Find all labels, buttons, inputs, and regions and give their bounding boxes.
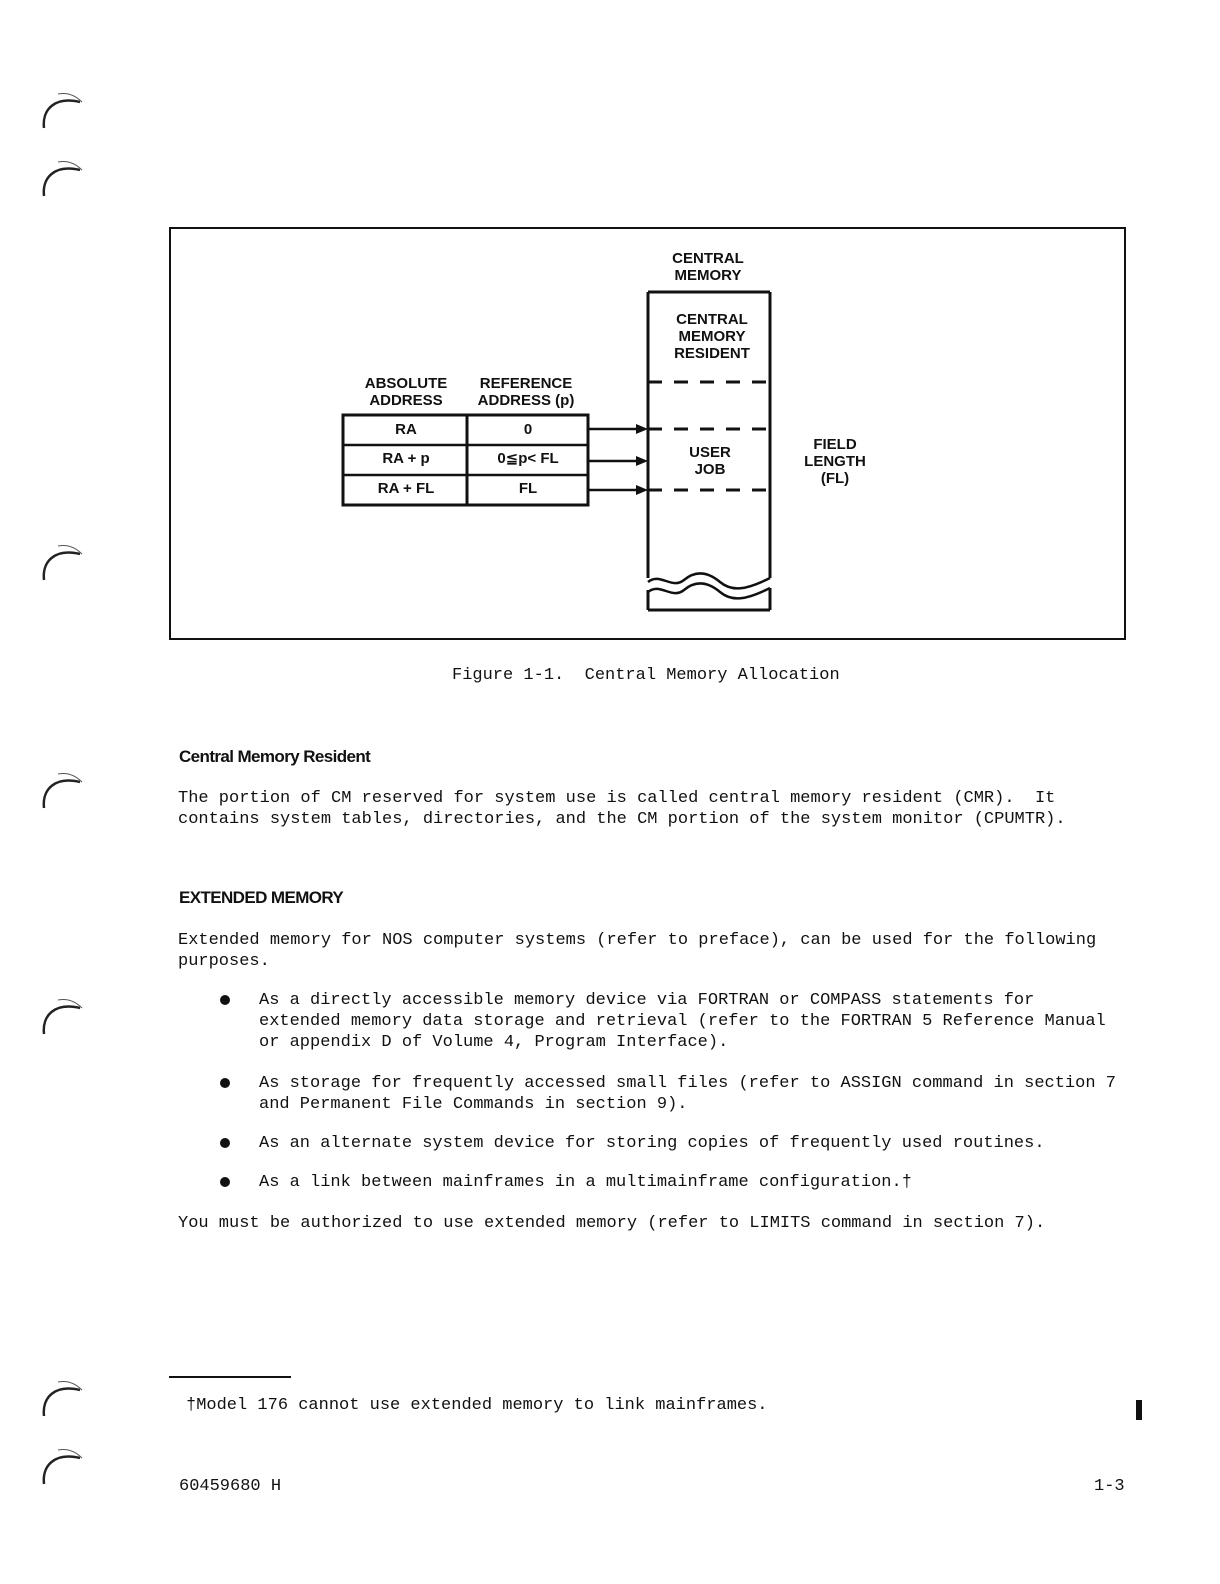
arrow-rafl-head	[636, 485, 648, 495]
binder-hole-icon	[38, 994, 86, 1042]
cmr-label: CENTRAL MEMORY RESIDENT	[674, 311, 750, 362]
footnote-rule	[169, 1376, 291, 1378]
user-job-label: USER JOB	[689, 444, 731, 478]
binder-hole-icon	[38, 156, 86, 204]
table-cell-absolute: RA + p	[382, 450, 430, 467]
binder-hole-icon	[38, 1444, 86, 1492]
bullet-icon	[220, 1078, 230, 1088]
table-cell-reference: 0≦p< FL	[497, 450, 559, 467]
binder-hole-icon	[38, 768, 86, 816]
paragraph: The portion of CM reserved for system use is called central memory resident (CMR). It contains system tables, directories, and the CM portion of the system monitor (CPUMTR).	[178, 789, 1066, 829]
table-cell-reference: FL	[518, 480, 538, 497]
binder-hole-icon	[38, 540, 86, 588]
reference-address-header: REFERENCE ADDRESS (p)	[477, 375, 575, 409]
absolute-address-header: ABSOLUTE ADDRESS	[364, 375, 448, 409]
bullet-icon	[220, 995, 230, 1005]
arrow-ra-head	[636, 424, 648, 434]
change-bar	[1136, 1400, 1142, 1420]
arrow-rap-head	[636, 456, 648, 466]
table-cell-reference: 0	[523, 421, 533, 438]
list-item: As a directly accessible memory device via FORTRAN or COMPASS statements for extended memory data storage and retrieval (refer to the FORTRAN 5 Reference Manual or appendix D of Volume 4, Program Interface).	[259, 991, 1106, 1052]
field-length-label: FIELD LENGTH (FL)	[804, 436, 866, 487]
list-item: As a link between mainframes in a multimainframe configuration.†	[259, 1173, 912, 1192]
footnote: †Model 176 cannot use extended memory to link mainframes.	[186, 1396, 768, 1415]
bullet-icon	[220, 1138, 230, 1148]
list-item: As storage for frequently accessed small files (refer to ASSIGN command in section 7 and Permanent File Commands in section 9).	[259, 1074, 1116, 1114]
doc-number: 60459680 H	[179, 1477, 282, 1496]
section-heading: EXTENDED MEMORY	[179, 888, 344, 907]
section-heading: Central Memory Resident	[179, 747, 371, 766]
table-cell-absolute: RA	[395, 421, 417, 438]
central-memory-label: CENTRAL MEMORY	[672, 250, 744, 284]
binder-hole-icon	[38, 1376, 86, 1424]
paragraph: Extended memory for NOS computer systems (refer to preface), can be used for the following purposes.	[178, 931, 1097, 971]
paragraph: You must be authorized to use extended memory (refer to LIMITS command in section 7).	[178, 1214, 1046, 1233]
binder-hole-icon	[38, 88, 86, 136]
bullet-icon	[220, 1177, 230, 1187]
figure-caption: Figure 1-1. Central Memory Allocation	[452, 666, 840, 685]
table-cell-absolute: RA + FL	[377, 480, 435, 497]
list-item: As an alternate system device for storing copies of frequently used routines.	[259, 1134, 1045, 1153]
page-number: 1-3	[1094, 1477, 1125, 1496]
